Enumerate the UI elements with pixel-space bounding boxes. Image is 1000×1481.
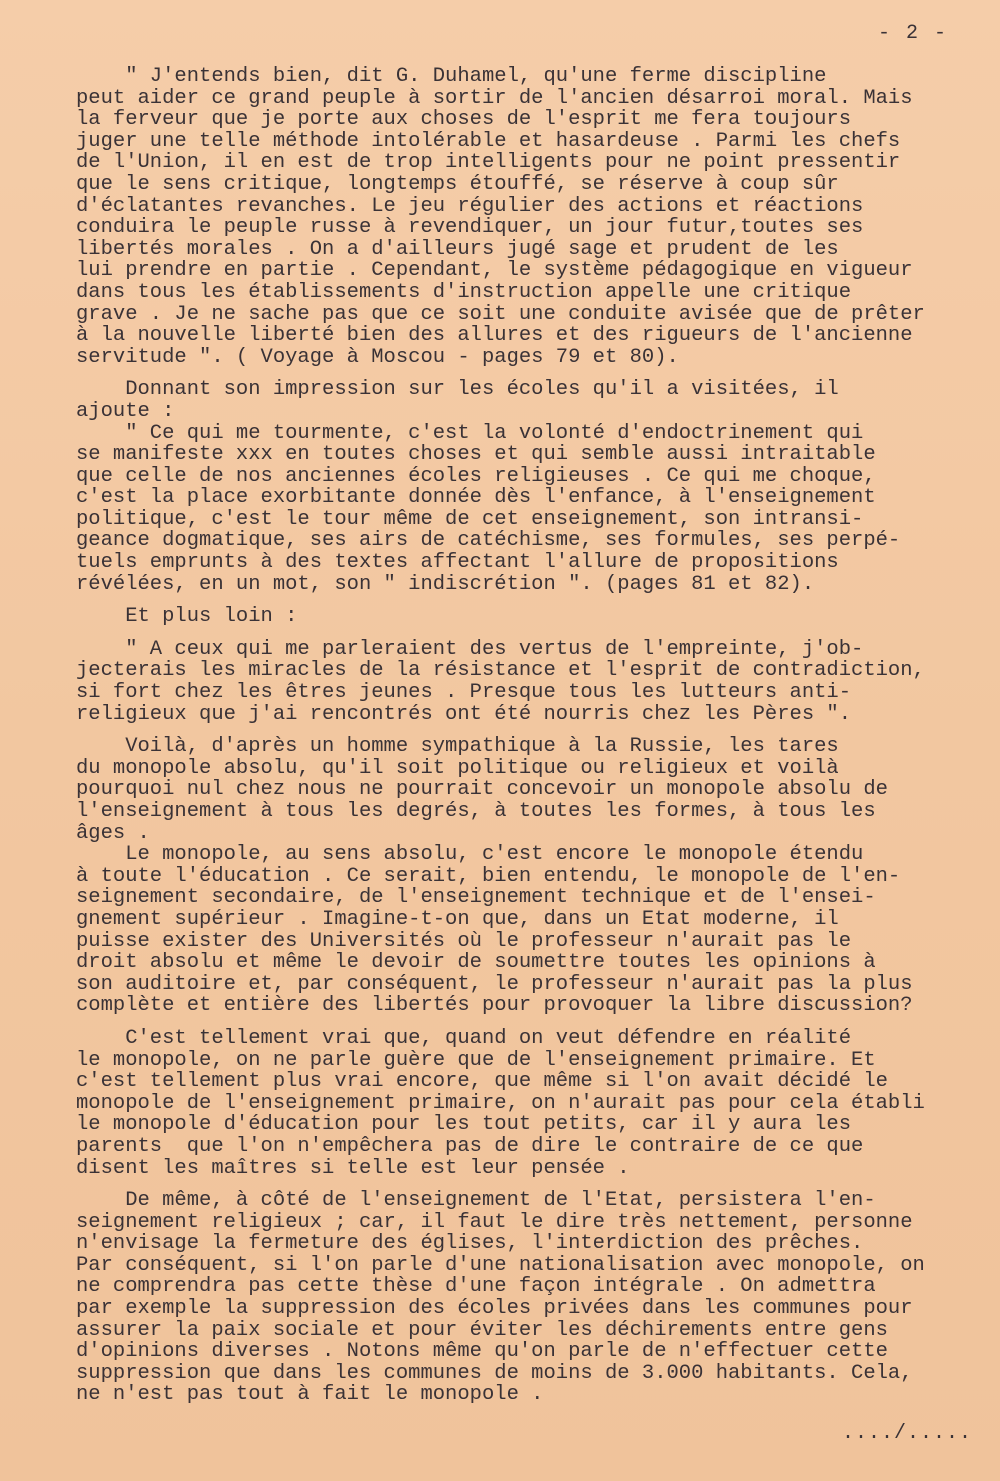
- text-line: son auditoire et, par conséquent, le professeur n'aurait pas la plus: [76, 972, 913, 996]
- text-line: conduira le peuple russe à revendiquer, un jour futur,toutes ses: [76, 216, 864, 240]
- continuation-mark: ..../.....: [842, 1422, 973, 1445]
- text-line: monopole de l'enseignement primaire, on n'aurait pas pour cela établi: [76, 1091, 925, 1115]
- text-line: par exemple la suppression des écoles privées dans les communes pour: [76, 1297, 913, 1321]
- text-line: C'est tellement vrai que, quand on veut défendre en réalité: [76, 1026, 852, 1050]
- text-line: Le monopole, au sens absolu, c'est encore le monopole étendu: [76, 843, 864, 867]
- text-line: De même, à côté de l'enseignement de l'Etat, persistera l'en-: [76, 1189, 876, 1213]
- text-line: se manifeste xxx en toutes choses et qui semble aussi intraitable: [76, 443, 876, 467]
- text-line: servitude ". ( Voyage à Moscou - pages 79 et 80).: [76, 345, 679, 369]
- text-line: geance dogmatique, ses airs de catéchisme, ses formules, ses perpé-: [76, 529, 901, 553]
- text-line: politique, c'est le tour même de cet enseignement, son intransi-: [76, 507, 864, 531]
- text-line: du monopole absolu, qu'il soit politique ou religieux et voilà: [76, 756, 839, 780]
- text-line: ne comprendra pas cette thèse d'une façon intégrale . On admettra: [76, 1275, 876, 1299]
- text-line: la ferveur que je porte aux choses de l'esprit me fera toujours: [76, 108, 852, 132]
- text-line: l'enseignement à tous les degrés, à toutes les formes, à tous les: [76, 800, 876, 823]
- text-line: le monopole d'éducation pour les tout petits, car il y aura les: [76, 1113, 852, 1137]
- text-line: " A ceux qui me parleraient des vertus de l'empreinte, j'ob-: [76, 637, 864, 661]
- page-number: - 2 -: [878, 22, 949, 45]
- text-line: libertés morales . On a d'ailleurs jugé sage et prudent de les: [76, 237, 839, 261]
- text-line: disent les maîtres si telle est leur pensée .: [76, 1156, 630, 1180]
- text-line: jecterais les miracles de la résistance et l'esprit de contradiction,: [76, 659, 925, 683]
- text-line: d'éclatantes revanches. Le jeu régulier des actions et réactions: [76, 194, 864, 218]
- text-line: " Ce qui me tourmente, c'est la volonté d'endoctrinement qui: [76, 421, 864, 445]
- text-line: " J'entends bien, dit G. Duhamel, qu'une ferme discipline: [76, 65, 827, 88]
- text-line: à toute l'éducation . Ce serait, bien entendu, le monopole de l'en-: [76, 864, 901, 888]
- text-line: c'est la place exorbitante donnée dès l'enfance, à l'enseignement: [76, 486, 876, 510]
- text-line: suppression que dans les communes de moins de 3.000 habitants. Cela,: [76, 1361, 913, 1385]
- text-line: révélées, en un mot, son " indiscrétion ". (pages 81 et 82).: [76, 572, 815, 596]
- text-line: grave . Je ne sache pas que ce soit une conduite avisée que de prêter: [76, 302, 925, 326]
- text-line: si fort chez les êtres jeunes . Presque tous les lutteurs anti-: [76, 681, 852, 705]
- paragraph: [76, 606, 992, 628]
- text-line: n'envisage la fermeture des églises, l'interdiction des prêches.: [76, 1232, 864, 1256]
- text-line: d'opinions diverses . Notons même qu'on parle de n'effectuer cette: [76, 1340, 888, 1364]
- text-line: droit absolu et même le devoir de soumettre toutes les opinions à: [76, 951, 876, 975]
- text-line: que celle de nos anciennes écoles religieuses . Ce qui me choque,: [76, 464, 876, 488]
- text-line: âges .: [76, 821, 150, 845]
- text-line: assurer la paix sociale et pour éviter les déchirements entre gens: [76, 1318, 888, 1342]
- paragraph: [76, 66, 992, 368]
- text-line: Voilà, d'après un homme sympathique à la Russie, les tares: [76, 735, 839, 759]
- text-line: ne n'est pas tout à fait le monopole .: [76, 1383, 544, 1407]
- text-line: lui prendre en partie . Cependant, le système pédagogique en vigueur: [76, 259, 913, 283]
- text-line: seignement religieux ; car, il faut le dire très nettement, personne: [76, 1210, 913, 1234]
- text-line: pourquoi nul chez nous ne pourrait concevoir un monopole absolu de: [76, 778, 888, 802]
- text-line: ajoute :: [76, 399, 175, 423]
- paragraph: [76, 1028, 992, 1179]
- paragraph: [76, 1190, 992, 1406]
- text-line: à la nouvelle liberté bien des allures et des rigueurs de l'ancienne: [76, 324, 913, 348]
- text-line: juger une telle méthode intolérable et hasardeuse . Parmi les chefs: [76, 129, 901, 153]
- text-line: complète et entière des libertés pour provoquer la libre discussion?: [76, 994, 913, 1018]
- text-line: religieux que j'ai rencontrés ont été nourris chez les Pères ".: [76, 702, 852, 726]
- paragraph: [76, 379, 992, 595]
- text-line: puisse exister des Universités où le professeur n'aurait pas le: [76, 929, 852, 953]
- text-line: c'est tellement plus vrai encore, que même si l'on avait décidé le: [76, 1070, 888, 1094]
- paragraph: [76, 736, 992, 1017]
- body-text: [76, 66, 992, 1406]
- text-line: le monopole, on ne parle guère que de l'enseignement primaire. Et: [76, 1048, 876, 1072]
- text-line: de l'Union, il en est de trop intelligents pour ne point pressentir: [76, 151, 901, 175]
- paragraph: [76, 639, 992, 725]
- text-line: Donnant son impression sur les écoles qu'il a visitées, il: [76, 378, 839, 402]
- text-line: Par conséquent, si l'on parle d'une nationalisation avec monopole, on: [76, 1253, 925, 1277]
- text-line: parents que l'on n'empêchera pas de dire le contraire de ce que: [76, 1134, 864, 1158]
- text-line: que le sens critique, longtemps étouffé, se réserve à coup sûr: [76, 172, 839, 196]
- text-line: seignement secondaire, de l'enseignement technique et de l'ensei-: [76, 886, 876, 910]
- text-line: peut aider ce grand peuple à sortir de l'ancien désarroi moral. Mais: [76, 86, 913, 110]
- text-line: dans tous les établissements d'instruction appelle une critique: [76, 280, 852, 304]
- text-line: tuels emprunts à des textes affectant l'allure de propositions: [76, 551, 839, 575]
- text-line: gnement supérieur . Imagine-t-on que, dans un Etat moderne, il: [76, 907, 839, 931]
- text-line: Et plus loin :: [76, 605, 298, 629]
